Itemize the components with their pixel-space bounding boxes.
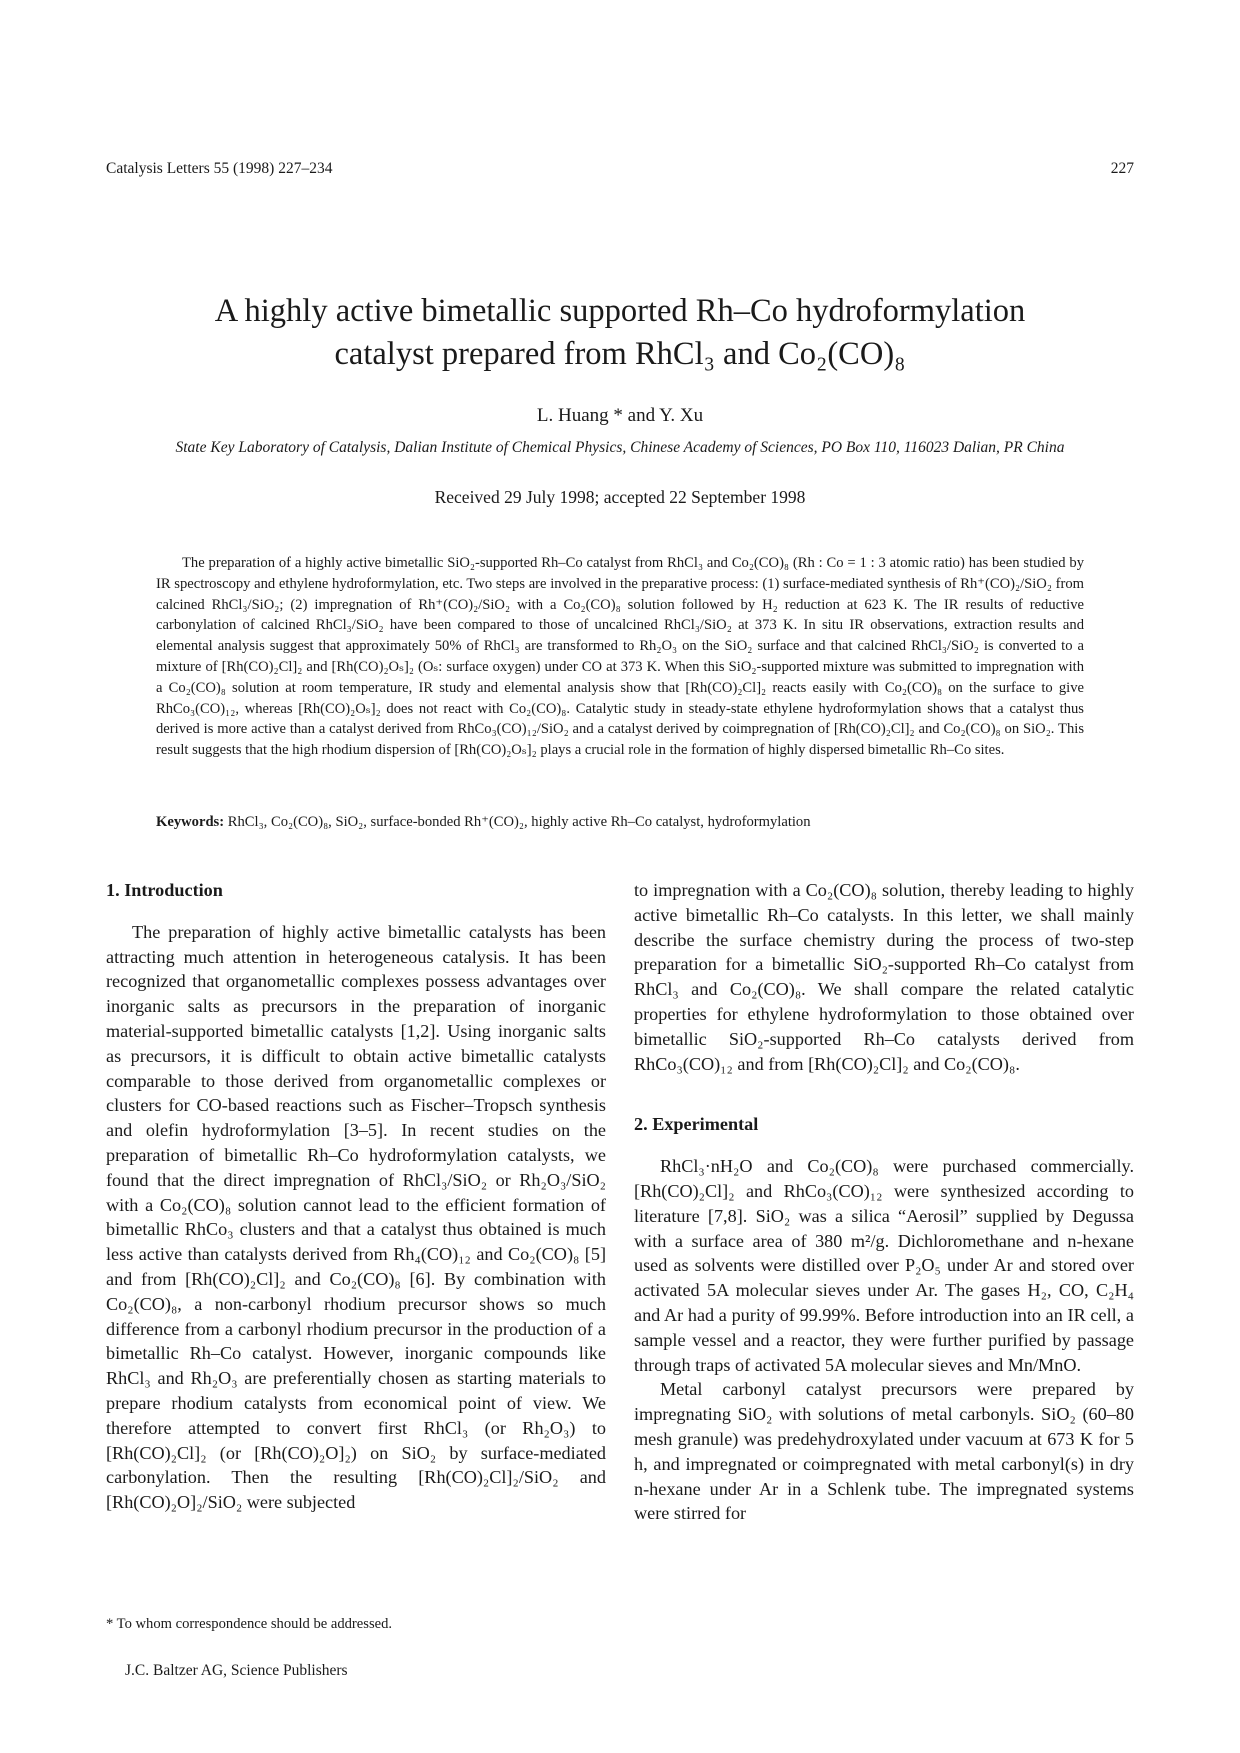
publisher-line: J.C. Baltzer AG, Science Publishers (125, 1662, 348, 1679)
keywords-label: Keywords: (156, 814, 225, 830)
section-heading-introduction: 1. Introduction (106, 880, 223, 900)
introduction-continuation: to impregnation with a Co₂(CO)₈ solution, thereby leading to highly active bimetallic Rh–Co catalysts. In this letter, we shall mainly describe the surface chemistry during the process of two-step preparation for a bimetallic SiO₂-supported Rh–Co catalyst from RhCl₃ and Co₂(CO)₈. We shall compare the related catalytic properties for ethylene hydroformylation to those obtained over bimetallic SiO₂-supported Rh–Co catalysts derived from RhCo₃(CO)₁₂ and from [Rh(CO)₂Cl]₂ and Co₂(CO)₈. (634, 880, 1134, 1074)
experimental-paragraph-1: RhCl₃·nH₂O and Co₂(CO)₈ were purchased commercially. [Rh(CO)₂Cl]₂ and RhCo₃(CO)₁₂ were synthesized according to literature [7,8]. SiO₂ was a silica “Aerosil” supplied by Degussa with a surface area of 380 m²/g. Dichloromethane and n-hexane used as solvents were distilled over P₂O₅ under Ar and stored over activated 5A molecular sieves under Ar. The gases H₂, CO, C₂H₄ and Ar had a purity of 99.99%. Before introduction into an IR cell, a sample vessel and a reactor, they were further purified by passage through traps of activated 5A molecular sieves and Mn/MnO. (634, 1156, 1134, 1375)
affiliation: State Key Laboratory of Catalysis, Dalian Institute of Chemical Physics, Chinese Academy of Sciences, PO Box 110, 116023 Dalian, PR China (175, 439, 1065, 456)
left-column (106, 878, 606, 1515)
title-line-2: catalyst prepared from RhCl₃ and Co₂(CO)₈ (334, 336, 906, 372)
keywords (156, 813, 1084, 831)
section-heading-experimental: 2. Experimental (634, 1114, 759, 1135)
abstract: The preparation of a highly active bimetallic SiO₂-supported Rh–Co catalyst from RhCl₃ and Co₂(CO)₈ (Rh : Co = 1 : 3 atomic ratio) has been studied by IR spectroscopy and ethylene hydroformylation, etc. Two steps are involved in the preparative process: (1) surface-mediated synthesis of Rh⁺(CO)₂/SiO₂ from calcined RhCl₃/SiO₂; (2) impregnation of Rh⁺(CO)₂/SiO₂ with a Co₂(CO)₈ solution followed by H₂ reduction at 623 K. The IR results of reductive carbonylation of calcined RhCl₃/SiO₂ have been compared to those of uncalcined RhCl₃/SiO₂ at 373 K. In situ IR observations, extraction results and elemental analysis suggest that approximately 50% of RhCl₃ are transformed to Rh₂O₃ on the SiO₂ surface and that calcined RhCl₃/SiO₂ is converted to a mixture of [Rh(CO)₂Cl]₂ and [Rh(CO)₂Oₛ]₂ (Oₛ: surface oxygen) under CO at 373 K. When this SiO₂-supported mixture was submitted to impregnation with a Co₂(CO)₈ solution at room temperature, IR study and elemental analysis show that [Rh(CO)₂Cl]₂ reacts easily with Co₂(CO)₈ on the surface to give RhCo₃(CO)₁₂, whereas [Rh(CO)₂Oₛ]₂ does not react with Co₂(CO)₈. Catalytic study in steady-state ethylene hydroformylation shows that a catalyst thus derived is more active than a catalyst derived from RhCo₃(CO)₁₂/SiO₂ and a catalyst derived by coimpregnation of [Rh(CO)₂Cl]₂ and Co₂(CO)₈ on SiO₂. This result suggests that the high rhodium dispersion of [Rh(CO)₂Oₛ]₂ plays a crucial role in the formation of highly dispersed bimetallic Rh–Co sites. (156, 555, 1084, 759)
keywords-list: RhCl₃, Co₂(CO)₈, SiO₂, surface-bonded Rh⁺(CO)₂, highly active Rh–Co catalyst, hydroformylation (227, 814, 811, 830)
journal-citation: Catalysis Letters 55 (1998) 227–234 (106, 160, 333, 177)
authors: L. Huang * and Y. Xu (536, 405, 704, 426)
experimental-paragraph-2: Metal carbonyl catalyst precursors were prepared by impregnating SiO₂ with solutions of metal carbonyls. SiO₂ (60–80 mesh granule) was predehydroxylated under vacuum at 673 K for 5 h, and impregnated or coimpregnated with metal carbonyl(s) in dry n-hexane under Ar in a Schlenk tube. The impregnated systems were stirred for (634, 1379, 1134, 1524)
title-line-1: A highly active bimetallic supported Rh–Co hydroformylation (214, 293, 1026, 329)
right-column (634, 878, 1134, 1526)
footnote: * To whom correspondence should be addressed. (106, 1616, 393, 1632)
introduction-paragraph: The preparation of highly active bimetallic catalysts has been attracting much attention in heterogeneous catalysis. It has been recognized that organometallic complexes possess advantages over inorganic salts as precursors in the preparation of inorganic material-supported bimetallic catalysts [1,2]. Using inorganic salts as precursors, it is difficult to obtain active bimetallic catalysts comparable to those derived from organometallic complexes or clusters for CO-based reactions such as Fischer–Tropsch synthesis and olefin hydroformylation [3–5]. In recent studies on the preparation of bimetallic Rh–Co hydroformylation catalysts, we found that the direct impregnation of RhCl₃/SiO₂ or Rh₂O₃/SiO₂ with a Co₂(CO)₈ solution cannot lead to the efficient formation of bimetallic RhCo₃ clusters and that a catalyst thus obtained is much less active than catalysts derived from Rh₄(CO)₁₂ and Co₂(CO)₈ [5] and from [Rh(CO)₂Cl]₂ and Co₂(CO)₈ [6]. By combination with Co₂(CO)₈, a non-carbonyl rhodium precursor shows so much difference from a carbonyl rhodium precursor in the production of a bimetallic Rh–Co catalyst. However, inorganic compounds like RhCl₃ and Rh₂O₃ are preferentially chosen as starting materials to prepare rhodium catalysts from economical point of view. We therefore attempted to convert first RhCl₃ (or Rh₂O₃) to [Rh(CO)₂Cl]₂ (or [Rh(CO)₂O]₂) on SiO₂ by surface-mediated carbonylation. Then the resulting [Rh(CO)₂Cl]₂/SiO₂ and [Rh(CO)₂O]₂/SiO₂ were subjected (106, 921, 606, 1513)
paper-title (106, 290, 1134, 376)
received-dates: Received 29 July 1998; accepted 22 September 1998 (434, 487, 806, 507)
page-number: 227 (1110, 160, 1134, 177)
